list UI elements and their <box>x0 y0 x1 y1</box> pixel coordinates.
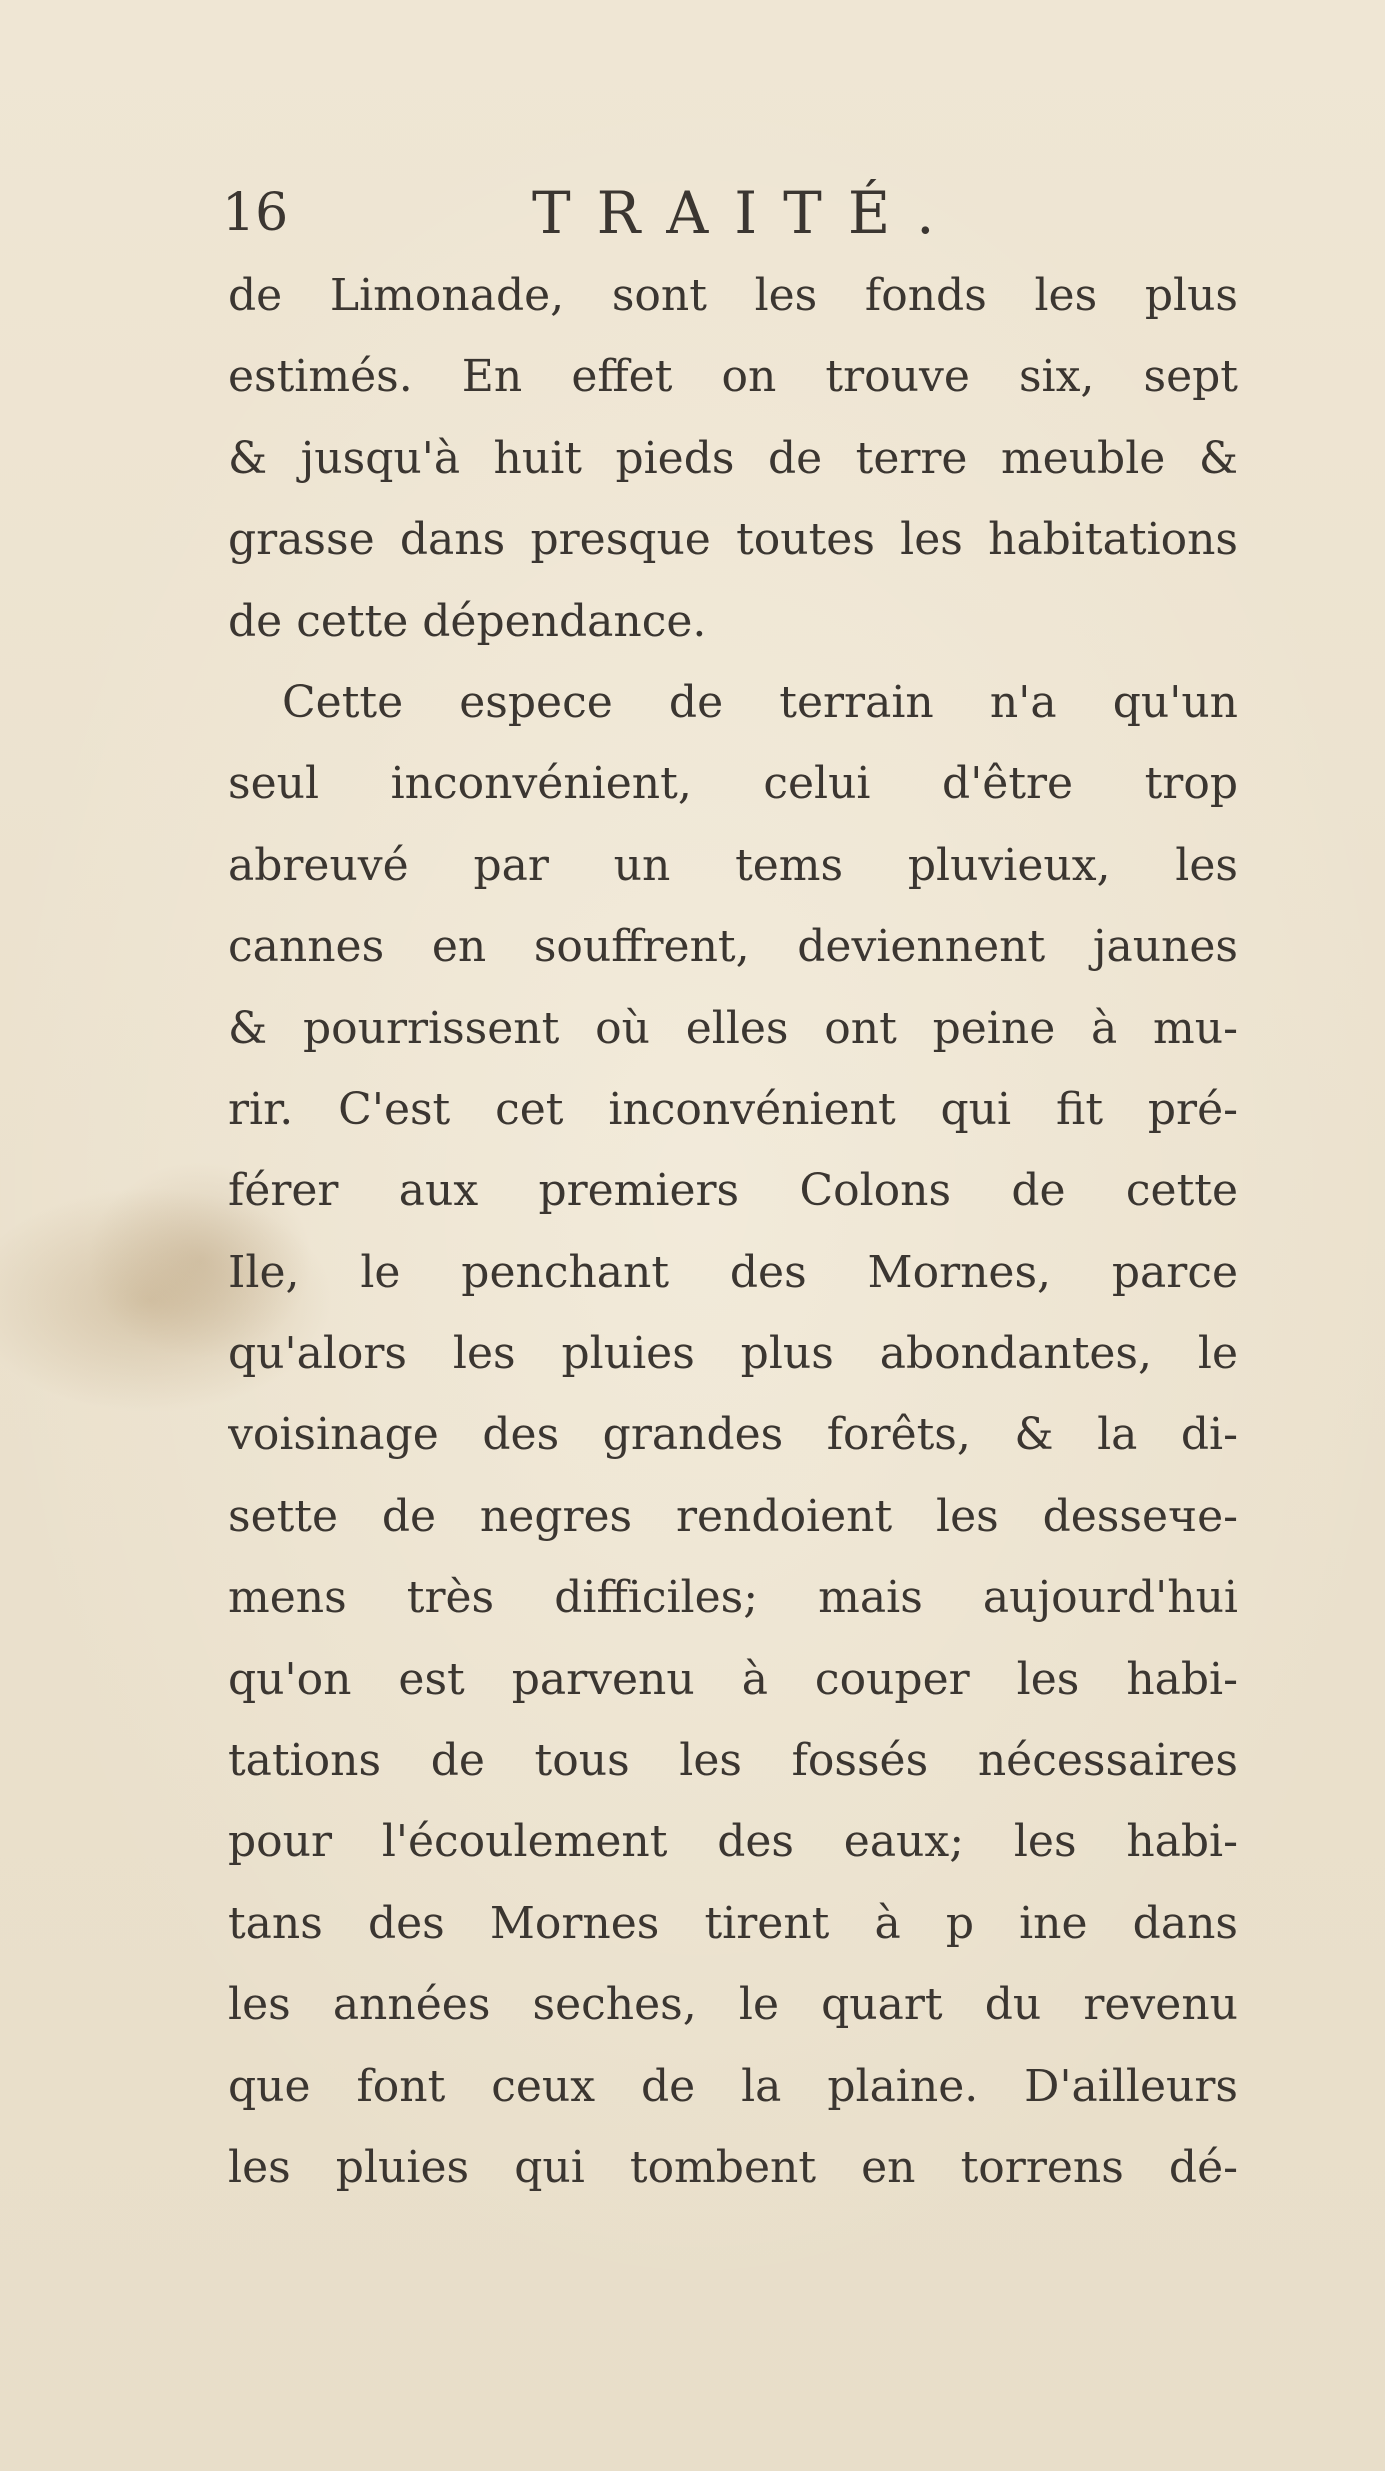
text-line: cannes en souffrent, deviennent jaunes <box>228 921 1238 973</box>
text-line: & jusqu'à huit pieds de terre meuble & <box>228 432 1238 484</box>
body-text <box>228 255 1238 2208</box>
text-line: les pluies qui tombent en torrens dé- <box>228 2141 1238 2193</box>
text-line: sette de negres rendoient les dessече- <box>228 1490 1238 1542</box>
running-head: TRAITÉ. <box>532 179 961 247</box>
text-line: tans des Mornes tirent à p ine dans <box>228 1897 1238 1949</box>
text-line: Cette espece de terrain n'a qu'un <box>282 676 1238 728</box>
text-line: tations de tous les fossés nécessaires <box>228 1735 1238 1787</box>
text-line: férer aux premiers Colons de cette <box>228 1165 1238 1217</box>
text-line: grasse dans presque toutes les habitations <box>228 514 1238 566</box>
text-line: mens très difficiles; mais aujourd'hui <box>228 1572 1238 1624</box>
text-line: estimés. En effet on trouve six, sept <box>228 351 1238 403</box>
text-line: Ile, le penchant des Mornes, parce <box>228 1246 1238 1298</box>
page-header <box>222 178 1022 248</box>
text-line: que font ceux de la plaine. D'ailleurs <box>228 2060 1238 2112</box>
text-line: seul inconvénient, celui d'être trop <box>228 758 1238 810</box>
text-line: & pourrissent où elles ont peine à mu- <box>228 1002 1238 1054</box>
text-line: qu'on est parvenu à couper les habi- <box>228 1653 1238 1705</box>
text-line: les années seches, le quart du revenu <box>228 1979 1238 2031</box>
page-number: 16 <box>222 183 289 243</box>
text-line: pour l'écoulement des eaux; les habi- <box>228 1816 1238 1868</box>
text-line: qu'alors les pluies plus abondantes, le <box>228 1328 1238 1380</box>
text-line: abreuvé par un tems pluvieux, les <box>228 839 1238 891</box>
text-line: de Limonade, sont les fonds les plus <box>228 270 1238 321</box>
text-line: voisinage des grandes forêts, & la di- <box>228 1409 1238 1461</box>
text-line: rir. C'est cet inconvénient qui fit pré- <box>228 1083 1238 1135</box>
text-line: de cette dépendance. <box>228 595 707 647</box>
